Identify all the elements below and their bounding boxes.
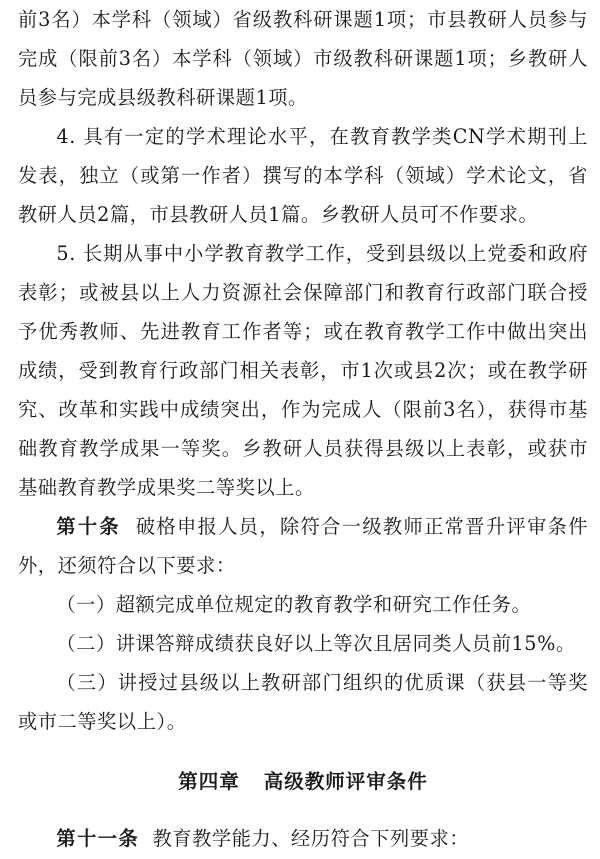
article-11-heading: 第十一条 xyxy=(56,827,140,850)
article-10-item-1: （一）超额完成单位规定的教育教学和研究工作任务。 xyxy=(56,593,532,616)
chapter-title: 高级教师评审条件 xyxy=(263,770,428,793)
paragraph-continuation: 前3名）本学科（领域）省级教科研课题1项；市县教研人员参与完成（限前3名）本学科（领域）市级教科研课题1项；乡教研人员参与完成县级教科研课题1项。 xyxy=(18,8,588,109)
paragraph-item-4: 4. 具有一定的学术理论水平，在教育教学类CN学术期刊上发表，独立（或第一作者）撰写的本学科（领域）学术论文，省教研人员2篇，市县教研人员1篇。乡教研人员可不作要求。 xyxy=(18,125,588,226)
article-10 xyxy=(18,507,588,585)
article-10-heading: 第十条 xyxy=(56,515,121,538)
article-11 xyxy=(18,819,588,858)
article-10-item-3: （三）讲授过县级以上教研部门组织的优质课（获县一等奖或市二等奖以上）。 xyxy=(18,671,588,733)
chapter-number: 第四章 xyxy=(178,770,240,793)
article-10-body: 破格申报人员，除符合一级教师正常晋升评审条件外，还须符合以下要求： xyxy=(18,515,588,577)
article-10-item-2: （二）讲课答辩成绩获良好以上等次且居同类人员前15%。 xyxy=(56,632,576,655)
article-11-body: 教育教学能力、经历符合下列要求： xyxy=(152,827,470,850)
paragraph-item-5: 5. 长期从事中小学教育教学工作，受到县级以上党委和政府表彰；或被县以上人力资源社会保障部门和教育行政部门联合授予优秀教师、先进教育工作者等；或在教育教学工作中做出突出成绩，受到教育行政部门相关表彰，市1次或县2次；或在教学研究、改革和实践中成绩突出，作为完成人（限前3名），获得市基础教育教学成果一等奖。乡教研人员获得县级以上表彰，或获市基础教育教学成果奖二等奖以上。 xyxy=(18,242,588,499)
chapter-heading xyxy=(18,741,588,819)
